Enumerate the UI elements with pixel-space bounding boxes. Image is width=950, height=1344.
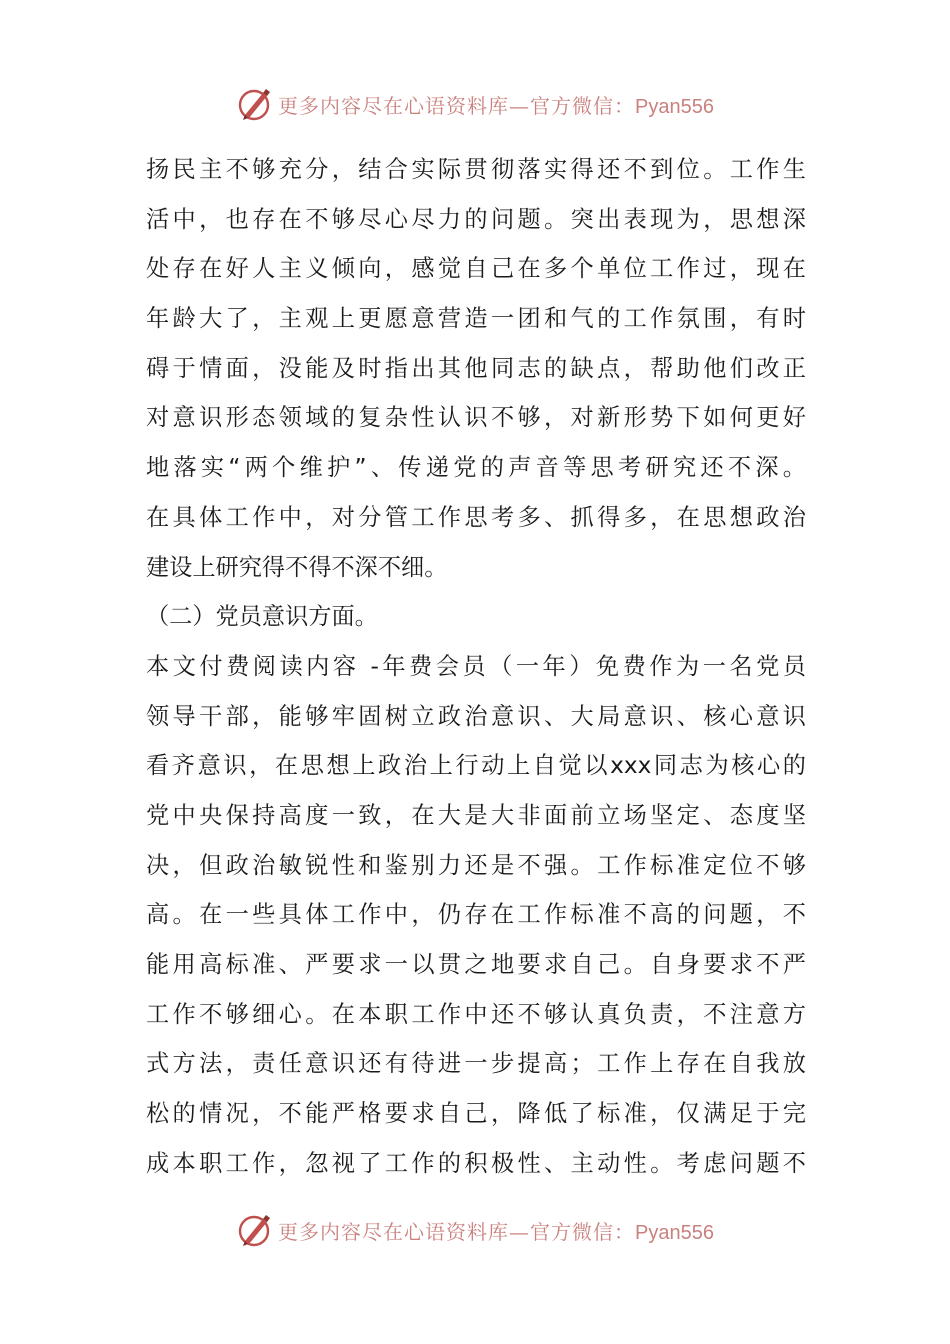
body-line: 领导干部，能够牢固树立政治意识、大局意识、核心意识 [146,702,806,730]
body-line: 松的情况，不能严格要求自己，降低了标准，仅满足于完 [146,1100,806,1128]
header-watermark-banner [0,82,950,126]
pen-logo-icon [236,84,276,124]
body-line: 碍于情面，没能及时指出其他同志的缺点，帮助他们改正 [146,354,806,382]
body-line: 看齐意识，在思想上政治上行动上自觉以xxx同志为核心的 [146,752,806,780]
body-line: 扬民主不够充分，结合实际贯彻落实得还不到位。工作生 [146,156,806,183]
body-line: 高。在一些具体工作中，仍存在工作标准不高的问题，不 [146,901,806,929]
document-body [146,145,806,1188]
banner-text: 更多内容尽在心语资料库—官方微信： [278,1219,636,1244]
body-line: 处存在好人主义倾向，感觉自己在多个单位工作过，现在 [146,255,806,283]
body-line: 建设上研究得不得不深不细。 [146,553,448,581]
body-line: 对意识形态领域的复杂性认识不够，对新形势下如何更好 [146,404,806,432]
body-line: 式方法，责任意识还有待进一步提高；工作上存在自我放 [146,1050,806,1078]
banner-text: 更多内容尽在心语资料库—官方微信： [278,93,636,118]
wechat-id: Pyan556 [635,95,714,118]
body-line: 能用高标准、严要求一以贯之地要求自己。自身要求不严 [146,951,806,978]
body-line: 党中央保持高度一致，在大是大非面前立场坚定、态度坚 [146,801,806,829]
wechat-id: Pyan556 [635,1221,714,1244]
body-line: 年龄大了，主观上更愿意营造一团和气的工作氛围，有时 [146,305,806,333]
body-line: 决，但政治敏锐性和鉴别力还是不强。工作标准定位不够 [146,851,806,879]
footer-watermark-banner [0,1208,950,1252]
body-line: 本文付费阅读内容 -年费会员（一年）免费作为一名党员 [146,652,806,680]
body-line: 活中，也存在不够尽心尽力的问题。突出表现为，思想深 [146,205,806,233]
body-line: 工作不够细心。在本职工作中还不够认真负责，不注意方 [146,1000,806,1028]
body-line: 成本职工作，忽视了工作的积极性、主动性。考虑问题不 [146,1149,806,1177]
section-heading: （二）党员意识方面。 [146,603,378,631]
body-line: 在具体工作中，对分管工作思考多、抓得多，在思想政治 [146,503,806,531]
pen-logo-icon [236,1210,276,1250]
body-line: 地落实“两个维护”、传递党的声音等思考研究还不深。 [146,454,806,482]
